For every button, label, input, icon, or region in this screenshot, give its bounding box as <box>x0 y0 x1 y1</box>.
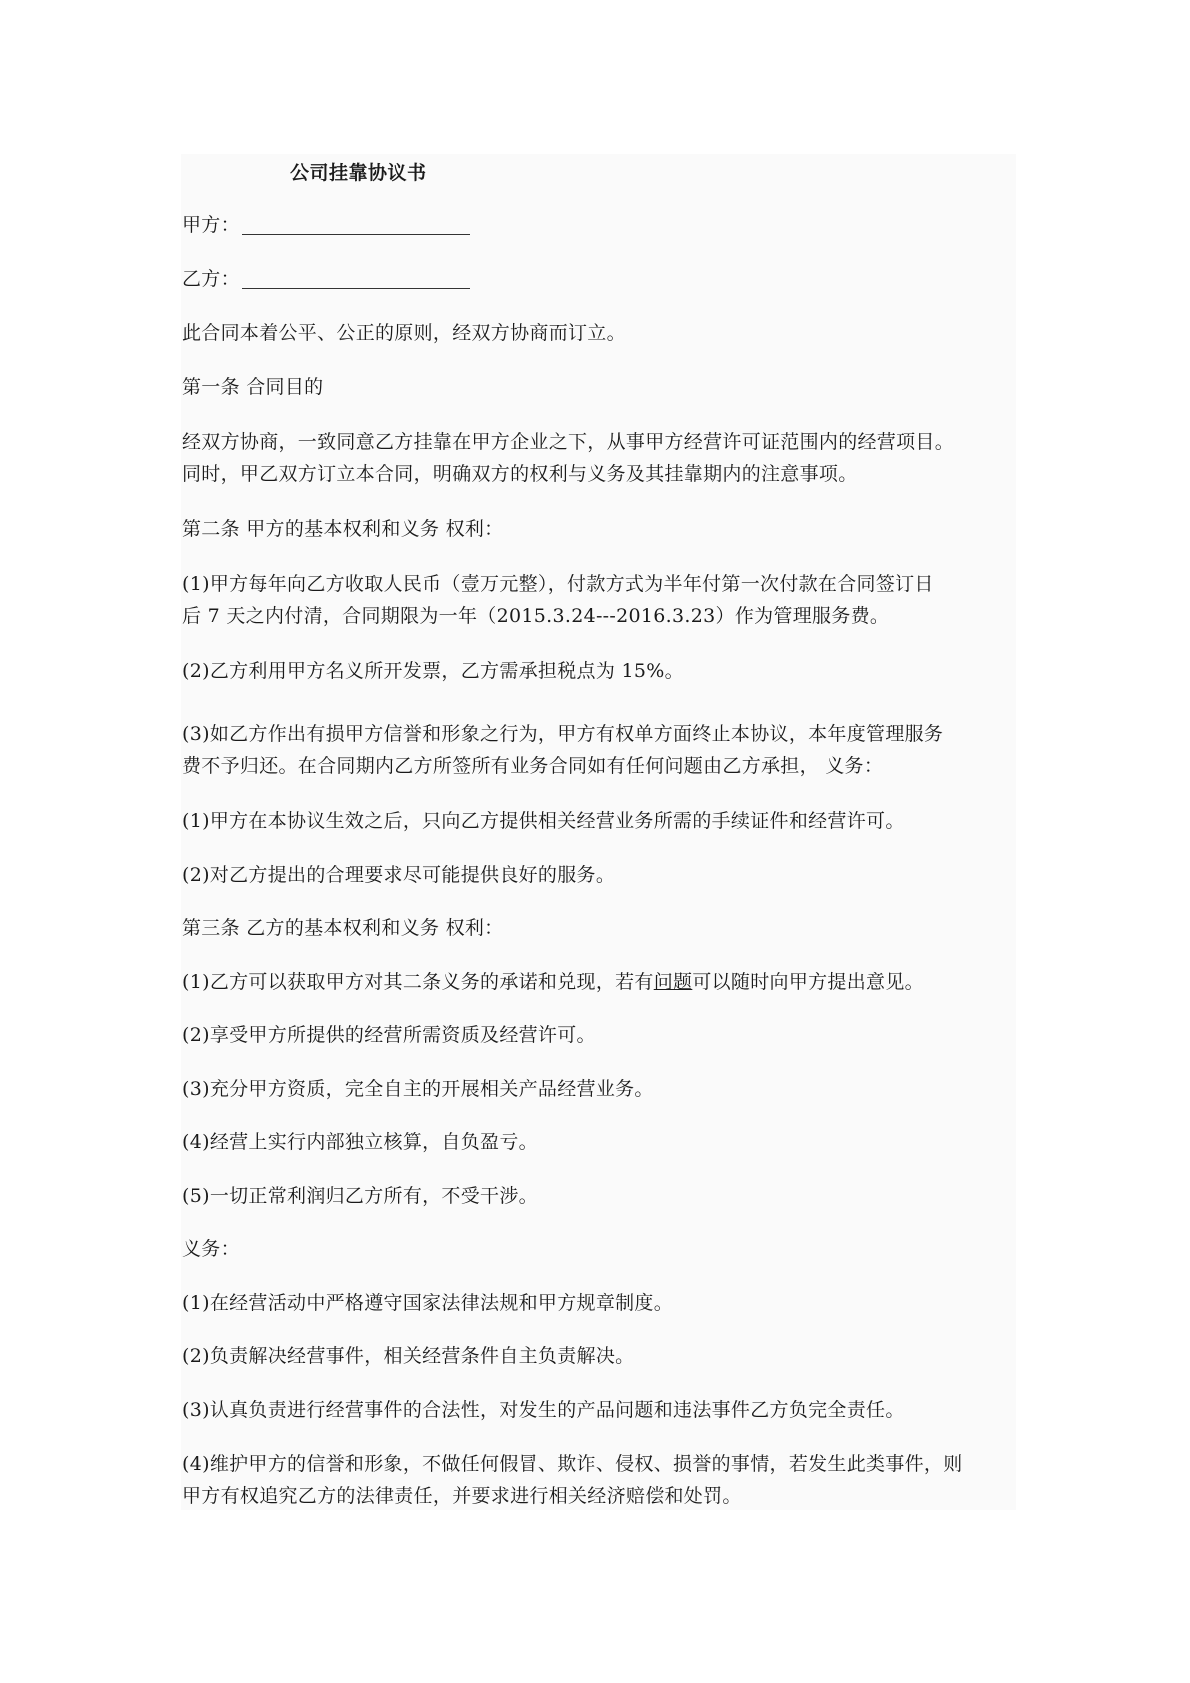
article-2-heading: 第二条 甲方的基本权利和义务 权利： <box>182 518 504 540</box>
article-3-heading: 第三条 乙方的基本权利和义务 权利： <box>182 917 504 939</box>
party-b-label: 乙方： <box>182 268 240 290</box>
article-3-duty-3: (3)认真负责进行经营事件的合法性，对发生的产品问题和违法事件乙方负完全责任。 <box>182 1399 905 1421</box>
article-3-duty-4-line-2: 甲方有权追究乙方的法律责任，并要求进行相关经济赔偿和处罚。 <box>182 1485 742 1507</box>
article-3-right-1-text-after: 可以随时向甲方提出意见。 <box>692 971 924 993</box>
article-1-paragraph-line-2: 同时，甲乙双方订立本合同，明确双方的权利与义务及其挂靠期内的注意事项。 <box>182 463 858 485</box>
party-a-label: 甲方： <box>182 214 240 236</box>
problem-link[interactable]: 问题 <box>653 971 693 993</box>
article-2-right-1-line-2: 后 7 天之内付清，合同期限为一年（2015.3.24---2016.3.23）作为管理服务费。 <box>182 605 890 627</box>
article-3-right-1 <box>182 965 924 999</box>
article-2-duty-1: (1)甲方在本协议生效之后，只向乙方提供相关经营业务所需的手续证件和经营许可。 <box>182 810 905 832</box>
party-b-line <box>182 262 470 296</box>
article-3-duty-4-line-1: (4)维护甲方的信誉和形象，不做任何假冒、欺诈、侵权、损誉的事情，若发生此类事件，则 <box>182 1453 963 1475</box>
article-3-right-1-text-before: (1)乙方可以获取甲方对其二条义务的承诺和兑现，若有 <box>182 971 654 993</box>
document-title: 公司挂靠协议书 <box>290 162 427 184</box>
article-3-right-4: (4)经营上实行内部独立核算，自负盈亏。 <box>182 1131 538 1153</box>
article-2-right-3-line-1: (3)如乙方作出有损甲方信誉和形象之行为，甲方有权单方面终止本协议，本年度管理服务 <box>182 723 944 745</box>
party-a-line <box>182 208 470 242</box>
article-3-right-2: (2)享受甲方所提供的经营所需资质及经营许可。 <box>182 1024 596 1046</box>
party-b-blank <box>242 287 470 289</box>
article-3-duty-1: (1)在经营活动中严格遵守国家法律法规和甲方规章制度。 <box>182 1292 674 1314</box>
article-2-right-3-line-2: 费不予归还。在合同期内乙方所签所有业务合同如有任何问题由乙方承担， 义务： <box>182 755 884 777</box>
article-3-right-3: (3)充分甲方资质，完全自主的开展相关产品经营业务。 <box>182 1078 654 1100</box>
intro-paragraph: 此合同本着公平、公正的原则，经双方协商而订立。 <box>182 322 626 344</box>
article-2-right-1-line-1: (1)甲方每年向乙方收取人民币（壹万元整），付款方式为半年付第一次付款在合同签订日 <box>182 573 934 595</box>
article-2-duty-2: (2)对乙方提出的合理要求尽可能提供良好的服务。 <box>182 864 616 886</box>
article-1-heading: 第一条 合同目的 <box>182 376 324 398</box>
article-3-right-5: (5)一切正常利润归乙方所有，不受干涉。 <box>182 1185 538 1207</box>
article-2-right-2: (2)乙方利用甲方名义所开发票，乙方需承担税点为 15%。 <box>182 660 684 682</box>
article-3-duty-2: (2)负责解决经营事件，相关经营条件自主负责解决。 <box>182 1345 635 1367</box>
article-3-duty-heading: 义务： <box>182 1238 240 1260</box>
article-1-paragraph-line-1: 经双方协商，一致同意乙方挂靠在甲方企业之下，从事甲方经营许可证范围内的经营项目。 <box>182 431 955 453</box>
party-a-blank <box>242 233 470 235</box>
